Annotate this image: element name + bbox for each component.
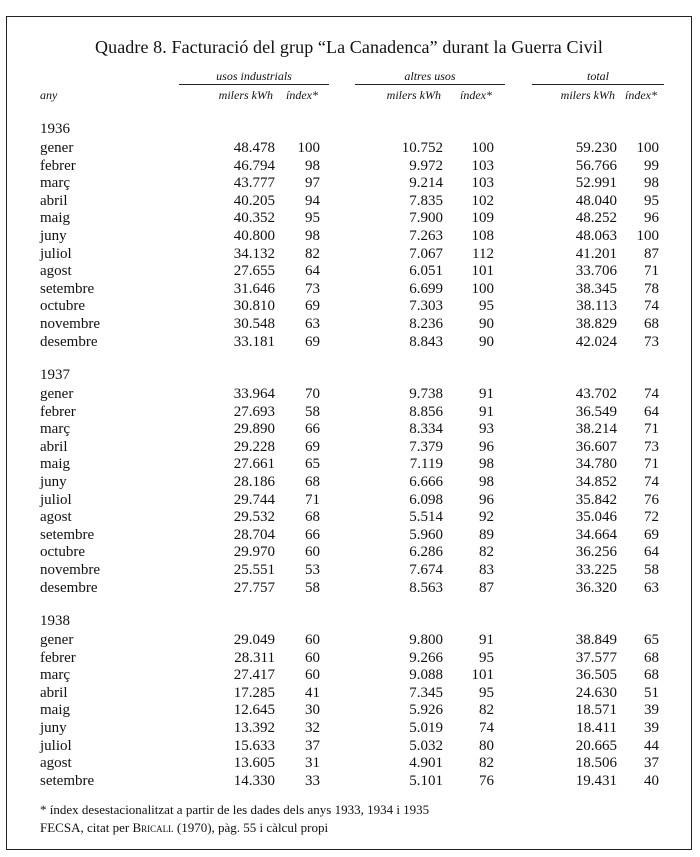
cell-other-value: 7.900 (409, 210, 443, 227)
footnote-source-pre: FECSA, citat per (40, 820, 133, 835)
cell-total-index: 76 (644, 491, 659, 508)
cell-month: desembre (40, 333, 98, 350)
table-row (7, 492, 693, 510)
cell-industrial-value: 15.633 (233, 737, 275, 754)
cell-total-value: 34.852 (575, 474, 617, 490)
cell-total-index: 73 (644, 333, 659, 350)
table-row (7, 210, 693, 228)
cell-other-index: 87 (479, 579, 494, 596)
cell-total-value: 38.829 (575, 316, 617, 332)
cell-industrial-index: 69 (305, 438, 320, 455)
cell-other-value: 6.666 (409, 474, 443, 490)
cell-total-value: 38.345 (575, 280, 617, 297)
table-title: Quadre 8. Facturació del grup “La Canadenca” durant la Guerra Civil (95, 37, 603, 57)
cell-total-value: 48.063 (575, 228, 617, 244)
table-frame (6, 16, 692, 850)
cell-month: maig (40, 210, 70, 227)
cell-other-value: 9.214 (409, 175, 443, 192)
cell-total-value: 38.849 (575, 632, 617, 648)
cell-total-index: 68 (644, 649, 659, 666)
cell-total-value: 52.991 (575, 175, 617, 192)
footnote-index: * índex desestacionalitzat a partir de les dades dels anys 1933, 1934 i 1935 (40, 802, 430, 817)
cell-total-index: 100 (636, 140, 659, 156)
cell-other-value: 8.843 (409, 333, 443, 350)
cell-total-index: 37 (644, 755, 659, 772)
cell-other-index: 95 (479, 684, 494, 701)
cell-month: juny (40, 228, 67, 244)
cell-industrial-value: 30.548 (233, 316, 275, 332)
cell-industrial-value: 13.605 (233, 755, 275, 772)
cell-industrial-value: 40.352 (233, 210, 275, 227)
cell-industrial-index: 98 (305, 157, 320, 174)
cell-total-index: 65 (644, 632, 659, 648)
table-row (7, 667, 693, 685)
cell-total-index: 69 (644, 526, 659, 543)
cell-industrial-value: 40.800 (233, 228, 275, 244)
cell-other-value: 6.098 (409, 491, 443, 508)
cell-industrial-value: 27.693 (233, 403, 275, 420)
cell-other-index: 98 (479, 474, 494, 490)
cell-industrial-value: 12.645 (233, 702, 275, 719)
year-heading: 1938 (40, 613, 70, 629)
cell-total-index: 40 (644, 772, 659, 789)
cell-other-value: 7.835 (409, 192, 443, 209)
cell-other-value: 9.266 (409, 649, 443, 666)
cell-month: febrer (40, 157, 76, 174)
col-header-industrial-index: índex* (286, 88, 318, 102)
cell-month: març (40, 175, 70, 192)
cell-other-value: 7.674 (409, 562, 443, 578)
cell-other-value: 7.067 (409, 245, 443, 262)
cell-other-index: 82 (479, 755, 494, 772)
table-row (7, 281, 693, 299)
table-row (7, 298, 693, 316)
cell-industrial-index: 41 (305, 684, 320, 701)
cell-month: novembre (40, 562, 100, 578)
cell-industrial-index: 100 (297, 140, 320, 156)
table-row (7, 650, 693, 668)
cell-other-value: 8.236 (409, 316, 443, 332)
cell-other-index: 100 (471, 140, 494, 156)
cell-other-value: 5.926 (409, 702, 443, 719)
cell-industrial-index: 95 (305, 210, 320, 227)
cell-industrial-index: 69 (305, 298, 320, 315)
col-header-year: any (40, 88, 58, 102)
cell-month: setembre (40, 280, 95, 297)
cell-total-index: 74 (644, 474, 659, 490)
cell-other-index: 112 (472, 245, 494, 262)
cell-total-value: 36.549 (575, 403, 617, 420)
footnote-source (40, 820, 328, 836)
cell-other-index: 101 (471, 263, 494, 280)
cell-total-index: 87 (644, 245, 659, 262)
cell-other-value: 5.514 (409, 509, 443, 526)
cell-total-value: 33.225 (575, 562, 617, 578)
cell-industrial-value: 29.049 (233, 632, 275, 648)
table-row (7, 334, 693, 352)
cell-other-value: 9.088 (409, 667, 443, 684)
cell-other-value: 5.960 (409, 526, 443, 543)
table-row (7, 193, 693, 211)
cell-other-index: 109 (471, 210, 494, 227)
cell-other-value: 7.303 (409, 298, 443, 315)
cell-industrial-index: 70 (305, 386, 320, 402)
cell-total-value: 48.252 (575, 210, 617, 227)
cell-industrial-value: 40.205 (233, 192, 275, 209)
cell-month: gener (40, 386, 74, 402)
cell-total-index: 68 (644, 316, 659, 332)
table-row (7, 228, 693, 246)
cell-total-index: 100 (636, 228, 659, 244)
table-row (7, 316, 693, 334)
table-row (7, 456, 693, 474)
year-heading: 1937 (40, 367, 70, 383)
footnote-source-post: (1970), pàg. 55 i càlcul propi (173, 820, 329, 835)
table-row (7, 175, 693, 193)
cell-total-index: 44 (644, 737, 659, 754)
cell-total-value: 20.665 (575, 737, 617, 754)
cell-total-value: 36.607 (575, 438, 617, 455)
cell-other-value: 9.972 (409, 157, 443, 174)
cell-month: novembre (40, 316, 100, 332)
group-header-total: total (532, 69, 664, 85)
cell-total-index: 71 (644, 456, 659, 473)
cell-total-index: 71 (644, 421, 659, 438)
cell-total-index: 39 (644, 720, 659, 736)
cell-other-value: 7.345 (409, 684, 443, 701)
cell-month: juliol (40, 737, 72, 754)
cell-total-index: 98 (644, 175, 659, 192)
cell-other-index: 91 (479, 632, 494, 648)
cell-total-value: 56.766 (575, 157, 617, 174)
table-row (7, 720, 693, 738)
cell-total-value: 36.256 (575, 544, 617, 561)
cell-other-index: 90 (479, 333, 494, 350)
cell-industrial-index: 98 (305, 228, 320, 244)
table-row (7, 263, 693, 281)
table-row (7, 580, 693, 598)
cell-industrial-index: 97 (305, 175, 320, 192)
cell-industrial-index: 64 (305, 263, 320, 280)
cell-month: juliol (40, 491, 72, 508)
cell-industrial-index: 30 (305, 702, 320, 719)
cell-month: octubre (40, 298, 85, 315)
cell-industrial-index: 32 (305, 720, 320, 736)
cell-month: setembre (40, 526, 95, 543)
cell-other-value: 8.334 (409, 421, 443, 438)
cell-industrial-index: 65 (305, 456, 320, 473)
cell-industrial-value: 14.330 (233, 772, 275, 789)
table-row (7, 246, 693, 264)
cell-month: juliol (40, 245, 72, 262)
cell-other-index: 83 (479, 562, 494, 578)
table-row (7, 509, 693, 527)
cell-industrial-index: 82 (305, 245, 320, 262)
cell-industrial-value: 43.777 (233, 175, 275, 192)
cell-other-value: 6.051 (409, 263, 443, 280)
cell-industrial-index: 60 (305, 667, 320, 684)
cell-other-index: 108 (471, 228, 494, 244)
cell-industrial-index: 53 (305, 562, 320, 578)
cell-industrial-value: 48.478 (233, 140, 275, 156)
cell-industrial-value: 31.646 (233, 280, 275, 297)
cell-other-index: 92 (479, 509, 494, 526)
cell-month: agost (40, 509, 72, 526)
table-row (7, 773, 693, 791)
cell-total-value: 18.411 (576, 720, 617, 736)
cell-industrial-value: 29.744 (233, 491, 275, 508)
cell-industrial-value: 29.532 (233, 509, 275, 526)
cell-total-value: 43.702 (575, 386, 617, 402)
table-row (7, 562, 693, 580)
cell-total-index: 63 (644, 579, 659, 596)
cell-industrial-index: 69 (305, 333, 320, 350)
cell-other-index: 76 (479, 772, 494, 789)
cell-other-value: 7.119 (409, 456, 443, 473)
table-row (7, 738, 693, 756)
cell-total-value: 35.842 (575, 491, 617, 508)
cell-total-index: 39 (644, 702, 659, 719)
cell-industrial-value: 46.794 (233, 157, 275, 174)
cell-industrial-value: 29.890 (233, 421, 275, 438)
cell-total-value: 36.505 (575, 667, 617, 684)
table-row (7, 685, 693, 703)
cell-month: setembre (40, 772, 95, 789)
cell-other-index: 96 (479, 491, 494, 508)
cell-total-value: 35.046 (575, 509, 617, 526)
cell-other-index: 102 (471, 192, 494, 209)
cell-month: març (40, 667, 70, 684)
cell-industrial-index: 68 (305, 509, 320, 526)
table-row (7, 386, 693, 404)
cell-industrial-index: 60 (305, 544, 320, 561)
cell-industrial-index: 73 (305, 280, 320, 297)
cell-total-index: 99 (644, 157, 659, 174)
cell-other-index: 100 (471, 280, 494, 297)
cell-industrial-value: 30.810 (233, 298, 275, 315)
cell-industrial-value: 28.704 (233, 526, 275, 543)
cell-industrial-index: 58 (305, 403, 320, 420)
col-header-other-index: índex* (460, 88, 492, 102)
col-header-other-value: milers kWh (386, 88, 441, 102)
cell-total-value: 36.320 (575, 579, 617, 596)
cell-industrial-index: 68 (305, 474, 320, 490)
cell-other-value: 9.738 (409, 386, 443, 402)
table-row (7, 755, 693, 773)
cell-month: juny (40, 720, 67, 736)
cell-month: març (40, 421, 70, 438)
cell-month: gener (40, 140, 74, 156)
cell-industrial-index: 58 (305, 579, 320, 596)
table-row (7, 404, 693, 422)
cell-other-index: 95 (479, 649, 494, 666)
cell-month: abril (40, 192, 68, 209)
cell-month: desembre (40, 579, 98, 596)
cell-total-value: 19.431 (575, 772, 617, 789)
cell-other-value: 5.032 (409, 737, 443, 754)
cell-other-index: 103 (471, 175, 494, 192)
cell-industrial-index: 94 (305, 192, 320, 209)
cell-industrial-index: 63 (305, 316, 320, 332)
cell-total-index: 74 (644, 298, 659, 315)
cell-other-index: 96 (479, 438, 494, 455)
cell-month: febrer (40, 403, 76, 420)
cell-month: gener (40, 632, 74, 648)
cell-month: abril (40, 684, 68, 701)
cell-total-index: 58 (644, 562, 659, 578)
cell-total-value: 34.780 (575, 456, 617, 473)
col-header-total-index: índex* (625, 88, 657, 102)
cell-industrial-value: 27.757 (233, 579, 275, 596)
cell-total-index: 71 (644, 263, 659, 280)
cell-industrial-value: 13.392 (233, 720, 275, 736)
cell-other-value: 6.286 (409, 544, 443, 561)
cell-total-index: 68 (644, 667, 659, 684)
cell-total-value: 38.214 (575, 421, 617, 438)
cell-total-value: 18.571 (575, 702, 617, 719)
cell-total-index: 72 (644, 509, 659, 526)
cell-industrial-value: 28.311 (234, 649, 275, 666)
footnote-source-author: Bricall (132, 820, 174, 835)
cell-other-index: 91 (479, 386, 494, 402)
cell-month: abril (40, 438, 68, 455)
cell-other-index: 82 (479, 702, 494, 719)
cell-total-value: 18.506 (575, 755, 617, 772)
cell-industrial-index: 31 (305, 755, 320, 772)
cell-other-index: 74 (479, 720, 494, 736)
cell-industrial-index: 33 (305, 772, 320, 789)
cell-total-index: 64 (644, 403, 659, 420)
cell-other-value: 8.563 (409, 579, 443, 596)
cell-total-index: 74 (644, 386, 659, 402)
cell-industrial-index: 66 (305, 421, 320, 438)
table-row (7, 632, 693, 650)
cell-industrial-value: 27.417 (233, 667, 275, 684)
table-row (7, 140, 693, 158)
cell-industrial-value: 33.964 (233, 386, 275, 402)
cell-other-index: 98 (479, 456, 494, 473)
cell-month: juny (40, 474, 67, 490)
cell-industrial-value: 17.285 (233, 684, 275, 701)
cell-month: octubre (40, 544, 85, 561)
cell-month: maig (40, 456, 70, 473)
cell-total-value: 59.230 (575, 140, 617, 156)
cell-industrial-index: 60 (305, 632, 320, 648)
group-header-other: altres usos (355, 69, 505, 85)
cell-total-index: 96 (644, 210, 659, 227)
cell-total-value: 41.201 (575, 245, 617, 262)
cell-other-value: 8.856 (409, 403, 443, 420)
cell-other-index: 95 (479, 298, 494, 315)
table-row (7, 544, 693, 562)
table-row (7, 421, 693, 439)
cell-industrial-value: 27.655 (233, 263, 275, 280)
cell-total-index: 95 (644, 192, 659, 209)
table-row (7, 702, 693, 720)
cell-month: agost (40, 263, 72, 280)
cell-industrial-index: 37 (305, 737, 320, 754)
table-row (7, 158, 693, 176)
cell-other-value: 7.379 (409, 438, 443, 455)
cell-industrial-value: 33.181 (233, 333, 275, 350)
cell-industrial-value: 34.132 (233, 245, 275, 262)
cell-total-index: 73 (644, 438, 659, 455)
cell-other-value: 5.019 (409, 720, 443, 736)
cell-total-value: 24.630 (575, 684, 617, 701)
cell-industrial-value: 27.661 (233, 456, 275, 473)
cell-other-value: 5.101 (409, 772, 443, 789)
cell-month: febrer (40, 649, 76, 666)
cell-month: agost (40, 755, 72, 772)
cell-other-index: 103 (471, 157, 494, 174)
col-header-industrial-value: milers kWh (218, 88, 273, 102)
cell-other-index: 90 (479, 316, 494, 332)
year-heading: 1936 (40, 121, 70, 137)
cell-other-index: 91 (479, 403, 494, 420)
table-row (7, 474, 693, 492)
cell-other-value: 10.752 (401, 140, 443, 156)
cell-total-value: 38.113 (576, 298, 617, 315)
cell-other-index: 82 (479, 544, 494, 561)
cell-total-index: 64 (644, 544, 659, 561)
cell-other-value: 6.699 (409, 280, 443, 297)
cell-other-value: 9.800 (409, 632, 443, 648)
cell-total-value: 48.040 (575, 192, 617, 209)
cell-total-index: 78 (644, 280, 659, 297)
cell-other-index: 89 (479, 526, 494, 543)
table-row (7, 527, 693, 545)
cell-month: maig (40, 702, 70, 719)
group-header-industrial: usos industrials (179, 69, 329, 85)
cell-other-value: 4.901 (409, 755, 443, 772)
cell-total-value: 33.706 (575, 263, 617, 280)
cell-industrial-value: 29.228 (233, 438, 275, 455)
cell-total-value: 37.577 (575, 649, 617, 666)
cell-industrial-index: 71 (305, 491, 320, 508)
cell-industrial-value: 25.551 (233, 562, 275, 578)
cell-other-value: 7.263 (409, 228, 443, 244)
cell-industrial-index: 60 (305, 649, 320, 666)
cell-total-value: 42.024 (575, 333, 617, 350)
cell-other-index: 101 (471, 667, 494, 684)
cell-industrial-index: 66 (305, 526, 320, 543)
cell-total-index: 51 (644, 684, 659, 701)
cell-other-index: 80 (479, 737, 494, 754)
cell-industrial-value: 29.970 (233, 544, 275, 561)
cell-industrial-value: 28.186 (233, 474, 275, 490)
cell-total-value: 34.664 (575, 526, 617, 543)
col-header-total-value: milers kWh (560, 88, 615, 102)
table-row (7, 439, 693, 457)
cell-other-index: 93 (479, 421, 494, 438)
